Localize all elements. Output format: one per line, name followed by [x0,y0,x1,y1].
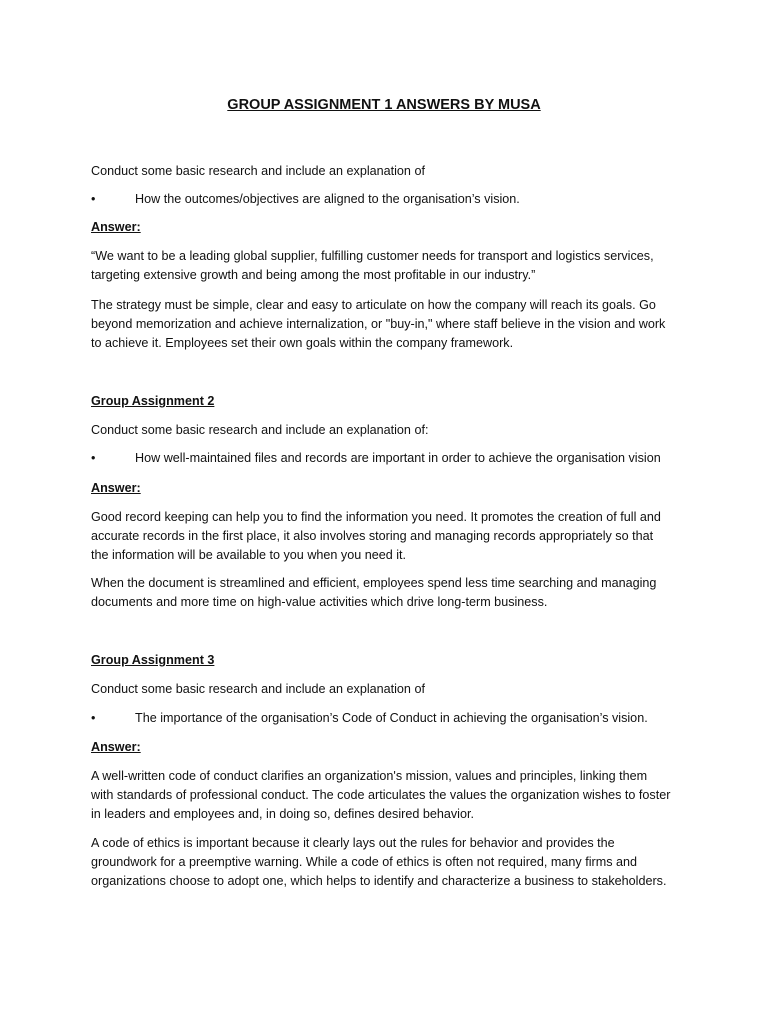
section1-bullet-text: How the outcomes/objectives are aligned to the organisation’s vision. [135,192,520,206]
section2-heading: Group Assignment 2 [91,394,215,408]
paragraph-line: documents and more time on high-value activities which drive long-term business. [91,594,548,609]
section3-paragraph-1 [91,767,691,823]
paragraph-line: The strategy must be simple, clear and easy to articulate on how the company will reach its goals. Go [91,298,656,312]
paragraph-line: When the document is streamlined and efficient, employees spend less time searching and managing [91,576,657,590]
paragraph-line: “We want to be a leading global supplier, fulfilling customer needs for transport and logistics services, [91,249,654,263]
paragraph-line: groundwork for a preemptive warning. While a code of ethics is often not required, many firms and [91,854,637,869]
section2-paragraph-1 [91,508,691,564]
section1-quote [91,247,691,285]
section2-paragraph-2 [91,574,691,612]
paragraph-line: with standards of professional conduct. The code articulates the values the organization wishes to foster [91,787,671,802]
paragraph-line: A well-written code of conduct clarifies an organization's mission, values and principles, linking them [91,769,648,783]
paragraph-line: targeting extensive growth and being among the most profitable in our industry.” [91,267,536,282]
section3-paragraph-2 [91,834,691,890]
paragraph-line: A code of ethics is important because it clearly lays out the rules for behavior and provides the [91,836,615,850]
section2-bullet-text: How well-maintained files and records are important in order to achieve the organisation vision [135,451,661,465]
document-title: GROUP ASSIGNMENT 1 ANSWERS BY MUSA [227,97,541,113]
paragraph-line: organizations choose to adopt one, which helps to identify and characterize a business to stakeholders. [91,873,667,888]
section2-intro: Conduct some basic research and include an explanation of: [91,423,429,437]
bullet-icon: • [91,711,96,725]
paragraph-line: Good record keeping can help you to find the information you need. It promotes the creation of full and [91,510,661,524]
paragraph-line: beyond memorization and achieve internalization, or "buy-in," where staff believe in the vision and work [91,316,666,331]
paragraph-line: accurate records in the first place, it also involves storing and managing records appropriately so that [91,528,654,543]
bullet-icon: • [91,192,96,206]
section3-intro: Conduct some basic research and include an explanation of [91,682,425,696]
section3-answer-label: Answer: [91,740,141,754]
paragraph-line: in leaders and employees and, in doing so, defines desired behavior. [91,806,474,821]
bullet-icon: • [91,451,96,465]
section1-answer-label: Answer: [91,220,141,234]
section1-paragraph [91,296,691,352]
paragraph-line: to achieve it. Employees set their own goals within the company framework. [91,335,514,350]
section3-heading: Group Assignment 3 [91,653,215,667]
paragraph-line: the information will be available to you when you need it. [91,547,407,562]
section2-answer-label: Answer: [91,481,141,495]
section3-bullet-text: The importance of the organisation’s Code of Conduct in achieving the organisation’s vision. [135,711,648,725]
section1-intro: Conduct some basic research and include an explanation of [91,164,425,178]
